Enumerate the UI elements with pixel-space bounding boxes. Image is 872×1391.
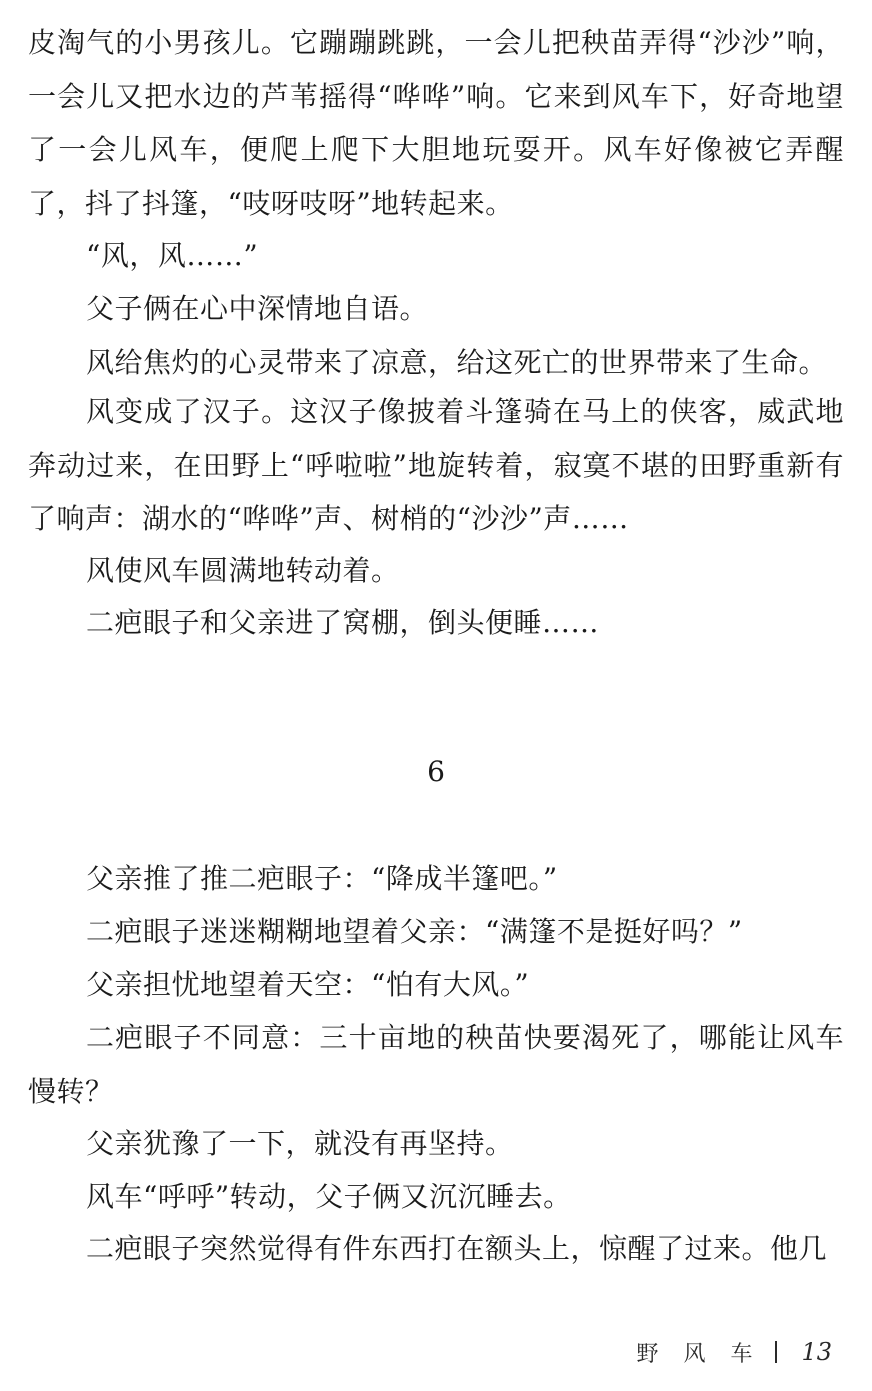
paragraph: 风给焦灼的心灵带来了凉意，给这死亡的世界带来了生命。 xyxy=(86,346,828,379)
page-footer xyxy=(636,1332,832,1372)
paragraph: 二疤眼子和父亲进了窝棚，倒头便睡…… xyxy=(86,606,600,639)
paragraph: 二疤眼子迷迷糊糊地望着父亲：“满篷不是挺好吗？” xyxy=(86,915,743,948)
page-number: 13 xyxy=(801,1338,832,1366)
paragraph: 风车“呼呼”转动，父子俩又沉沉睡去。 xyxy=(86,1180,572,1213)
running-title: 野 风 车 xyxy=(636,1341,762,1367)
paragraph: 父亲犹豫了一下，就没有再坚持。 xyxy=(86,1127,514,1160)
paragraph: 二疤眼子不同意：三十亩地的秧苗快要渴死了，哪能让风车慢转？ xyxy=(28,1021,844,1108)
footer-divider xyxy=(775,1341,777,1363)
paragraph: “风，风……” xyxy=(86,239,259,272)
paragraph: 风变成了汉子。这汉子像披着斗篷骑在马上的侠客，威武地奔动过来，在田野上“呼啦啦”地旋转着，寂寞不堪的田野重新有了响声：湖水的“哗哗”声、树梢的“沙沙”声…… xyxy=(28,395,844,535)
paragraph-continuation: 皮淘气的小男孩儿。它蹦蹦跳跳，一会儿把秧苗弄得“沙沙”响，一会儿又把水边的芦苇摇得“哗哗”响。它来到风车下，好奇地望了一会儿风车，便爬上爬下大胆地玩耍开。风车好像被它弄醒了，抖了抖篷，“吱呀吱呀”地转起来。 xyxy=(28,26,844,220)
paragraph: 父亲推了推二疤眼子：“降成半篷吧。” xyxy=(86,862,558,895)
paragraph: 二疤眼子突然觉得有件东西打在额头上，惊醒了过来。他几 xyxy=(86,1232,828,1265)
section-number: 6 xyxy=(427,755,445,788)
paragraph: 父子俩在心中深情地自语。 xyxy=(86,292,429,325)
paragraph: 风使风车圆满地转动着。 xyxy=(86,554,400,587)
paragraph: 父亲担忧地望着天空：“怕有大风。” xyxy=(86,968,530,1001)
